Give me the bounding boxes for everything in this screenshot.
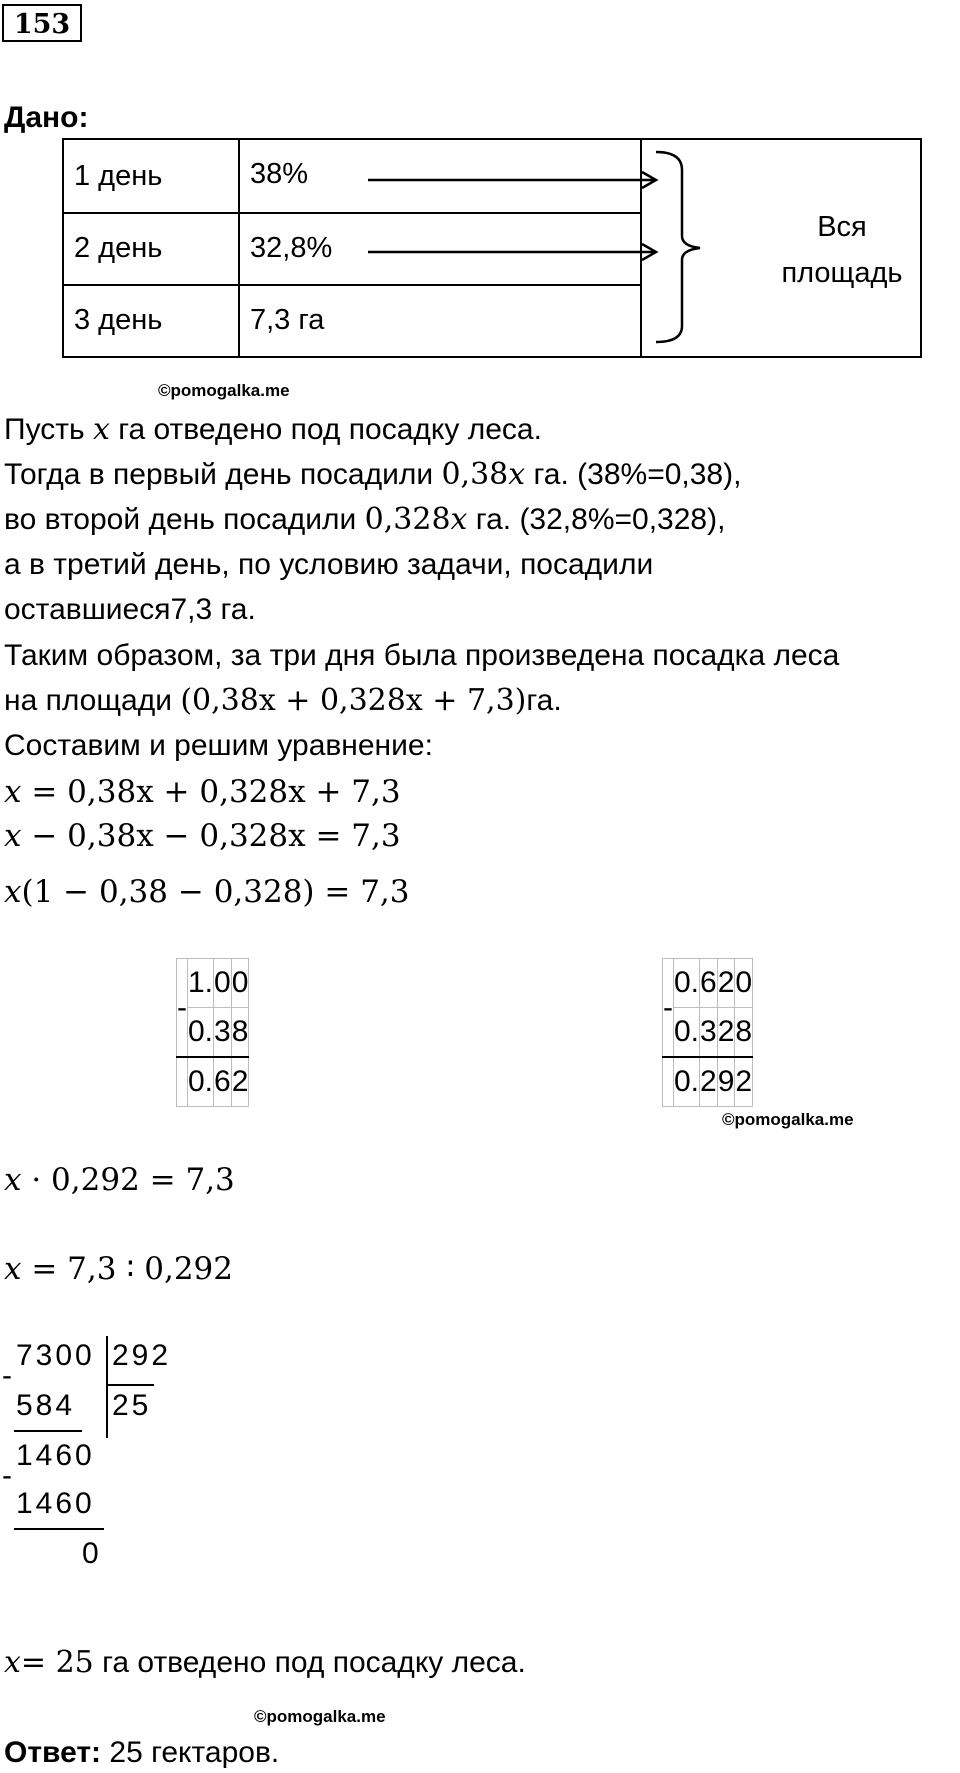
text-line-6: Таким образом, за три дня была произведена посадка леса [4, 639, 840, 672]
digit: 3 [700, 1008, 718, 1058]
equation-2: x − 0,38x − 0,328x = 7,3 [4, 818, 401, 854]
digit: 2 [700, 1057, 718, 1107]
underline-1 [14, 1430, 82, 1432]
digit: 8 [735, 1008, 753, 1058]
dividend: 7300 [16, 1339, 95, 1372]
given-value-3: 7,3 га [250, 304, 325, 336]
digit: 0. [674, 1057, 700, 1107]
equation-4: x · 0,292 = 7,3 [4, 1162, 235, 1198]
digit: 8 [231, 1008, 249, 1058]
remainder: 0 [82, 1537, 102, 1570]
digit: 2 [231, 1057, 249, 1107]
digit: 1. [188, 959, 214, 1008]
digit: 2 [735, 1057, 753, 1107]
digit: 0. [188, 1008, 214, 1058]
quotient: 25 [112, 1389, 152, 1422]
minus-sign-1: - [2, 1359, 15, 1392]
digit: 3 [214, 1008, 232, 1058]
text-line-1: Пусть x га отведено под посадку леса. [4, 412, 542, 447]
text-line-3: во второй день посадили 0,328x га. (32,8%=0,328), [4, 502, 726, 537]
step-2: 1460 [16, 1439, 95, 1472]
step-1: 584 [16, 1389, 76, 1422]
text-line-4: а в третий день, по условию задачи, посадили [4, 548, 654, 581]
problem-number: 153 [2, 4, 82, 42]
division-bar [106, 1336, 108, 1438]
digit: 6 [700, 959, 718, 1008]
digit: 2 [717, 1008, 735, 1058]
given-heading: Дано: [4, 101, 89, 134]
equation-5: x = 7,3 ∶ 0,292 [4, 1251, 233, 1287]
digit: 2 [717, 959, 735, 1008]
divisor: 292 [112, 1339, 172, 1372]
text-line-8: Составим и решим уравнение: [4, 729, 433, 762]
curly-brace [656, 152, 700, 342]
step-3: 1460 [16, 1487, 95, 1520]
digit: 0 [735, 959, 753, 1008]
watermark-2: ©pomogalka.me [722, 1110, 854, 1129]
given-day-1: 1 день [74, 160, 163, 192]
result-line: x= 25 га отведено под посадку леса. [4, 1645, 526, 1680]
watermark-3: ©pomogalka.me [254, 1707, 386, 1726]
minus-sign-2: - [2, 1459, 15, 1492]
given-day-2: 2 день [74, 232, 163, 264]
digit: 6 [214, 1057, 232, 1107]
answer-line: Ответ: 25 гектаров. [4, 1736, 280, 1769]
given-day-3: 3 день [74, 304, 163, 336]
digit: 0. [674, 959, 700, 1008]
given-value-1: 38% [250, 158, 309, 190]
watermark-1: ©pomogalka.me [158, 381, 290, 400]
minus-sign: - [663, 959, 674, 1058]
equation-3: x(1 − 0,38 − 0,328) = 7,3 [4, 874, 410, 910]
total-area-label: Вся площадь [781, 211, 903, 289]
given-value-2: 32,8% [250, 232, 333, 264]
minus-sign: - [177, 959, 188, 1058]
given-table [62, 138, 922, 358]
text-line-7: на площади (0,38x + 0,328x + 7,3)га. [4, 683, 562, 718]
digit: 0. [674, 1008, 700, 1058]
underline-2 [14, 1528, 104, 1530]
digit: 0. [188, 1057, 214, 1107]
digit: 0 [214, 959, 232, 1008]
digit: 9 [717, 1057, 735, 1107]
text-line-5: оставшиеся7,3 га. [4, 593, 256, 626]
digit: 0 [231, 959, 249, 1008]
long-division [0, 1336, 200, 1586]
equation-1: x = 0,38x + 0,328x + 7,3 [4, 774, 401, 810]
text-line-2: Тогда в первый день посадили 0,38x га. (38%=0,38), [4, 457, 742, 492]
given-arrows [64, 140, 924, 360]
